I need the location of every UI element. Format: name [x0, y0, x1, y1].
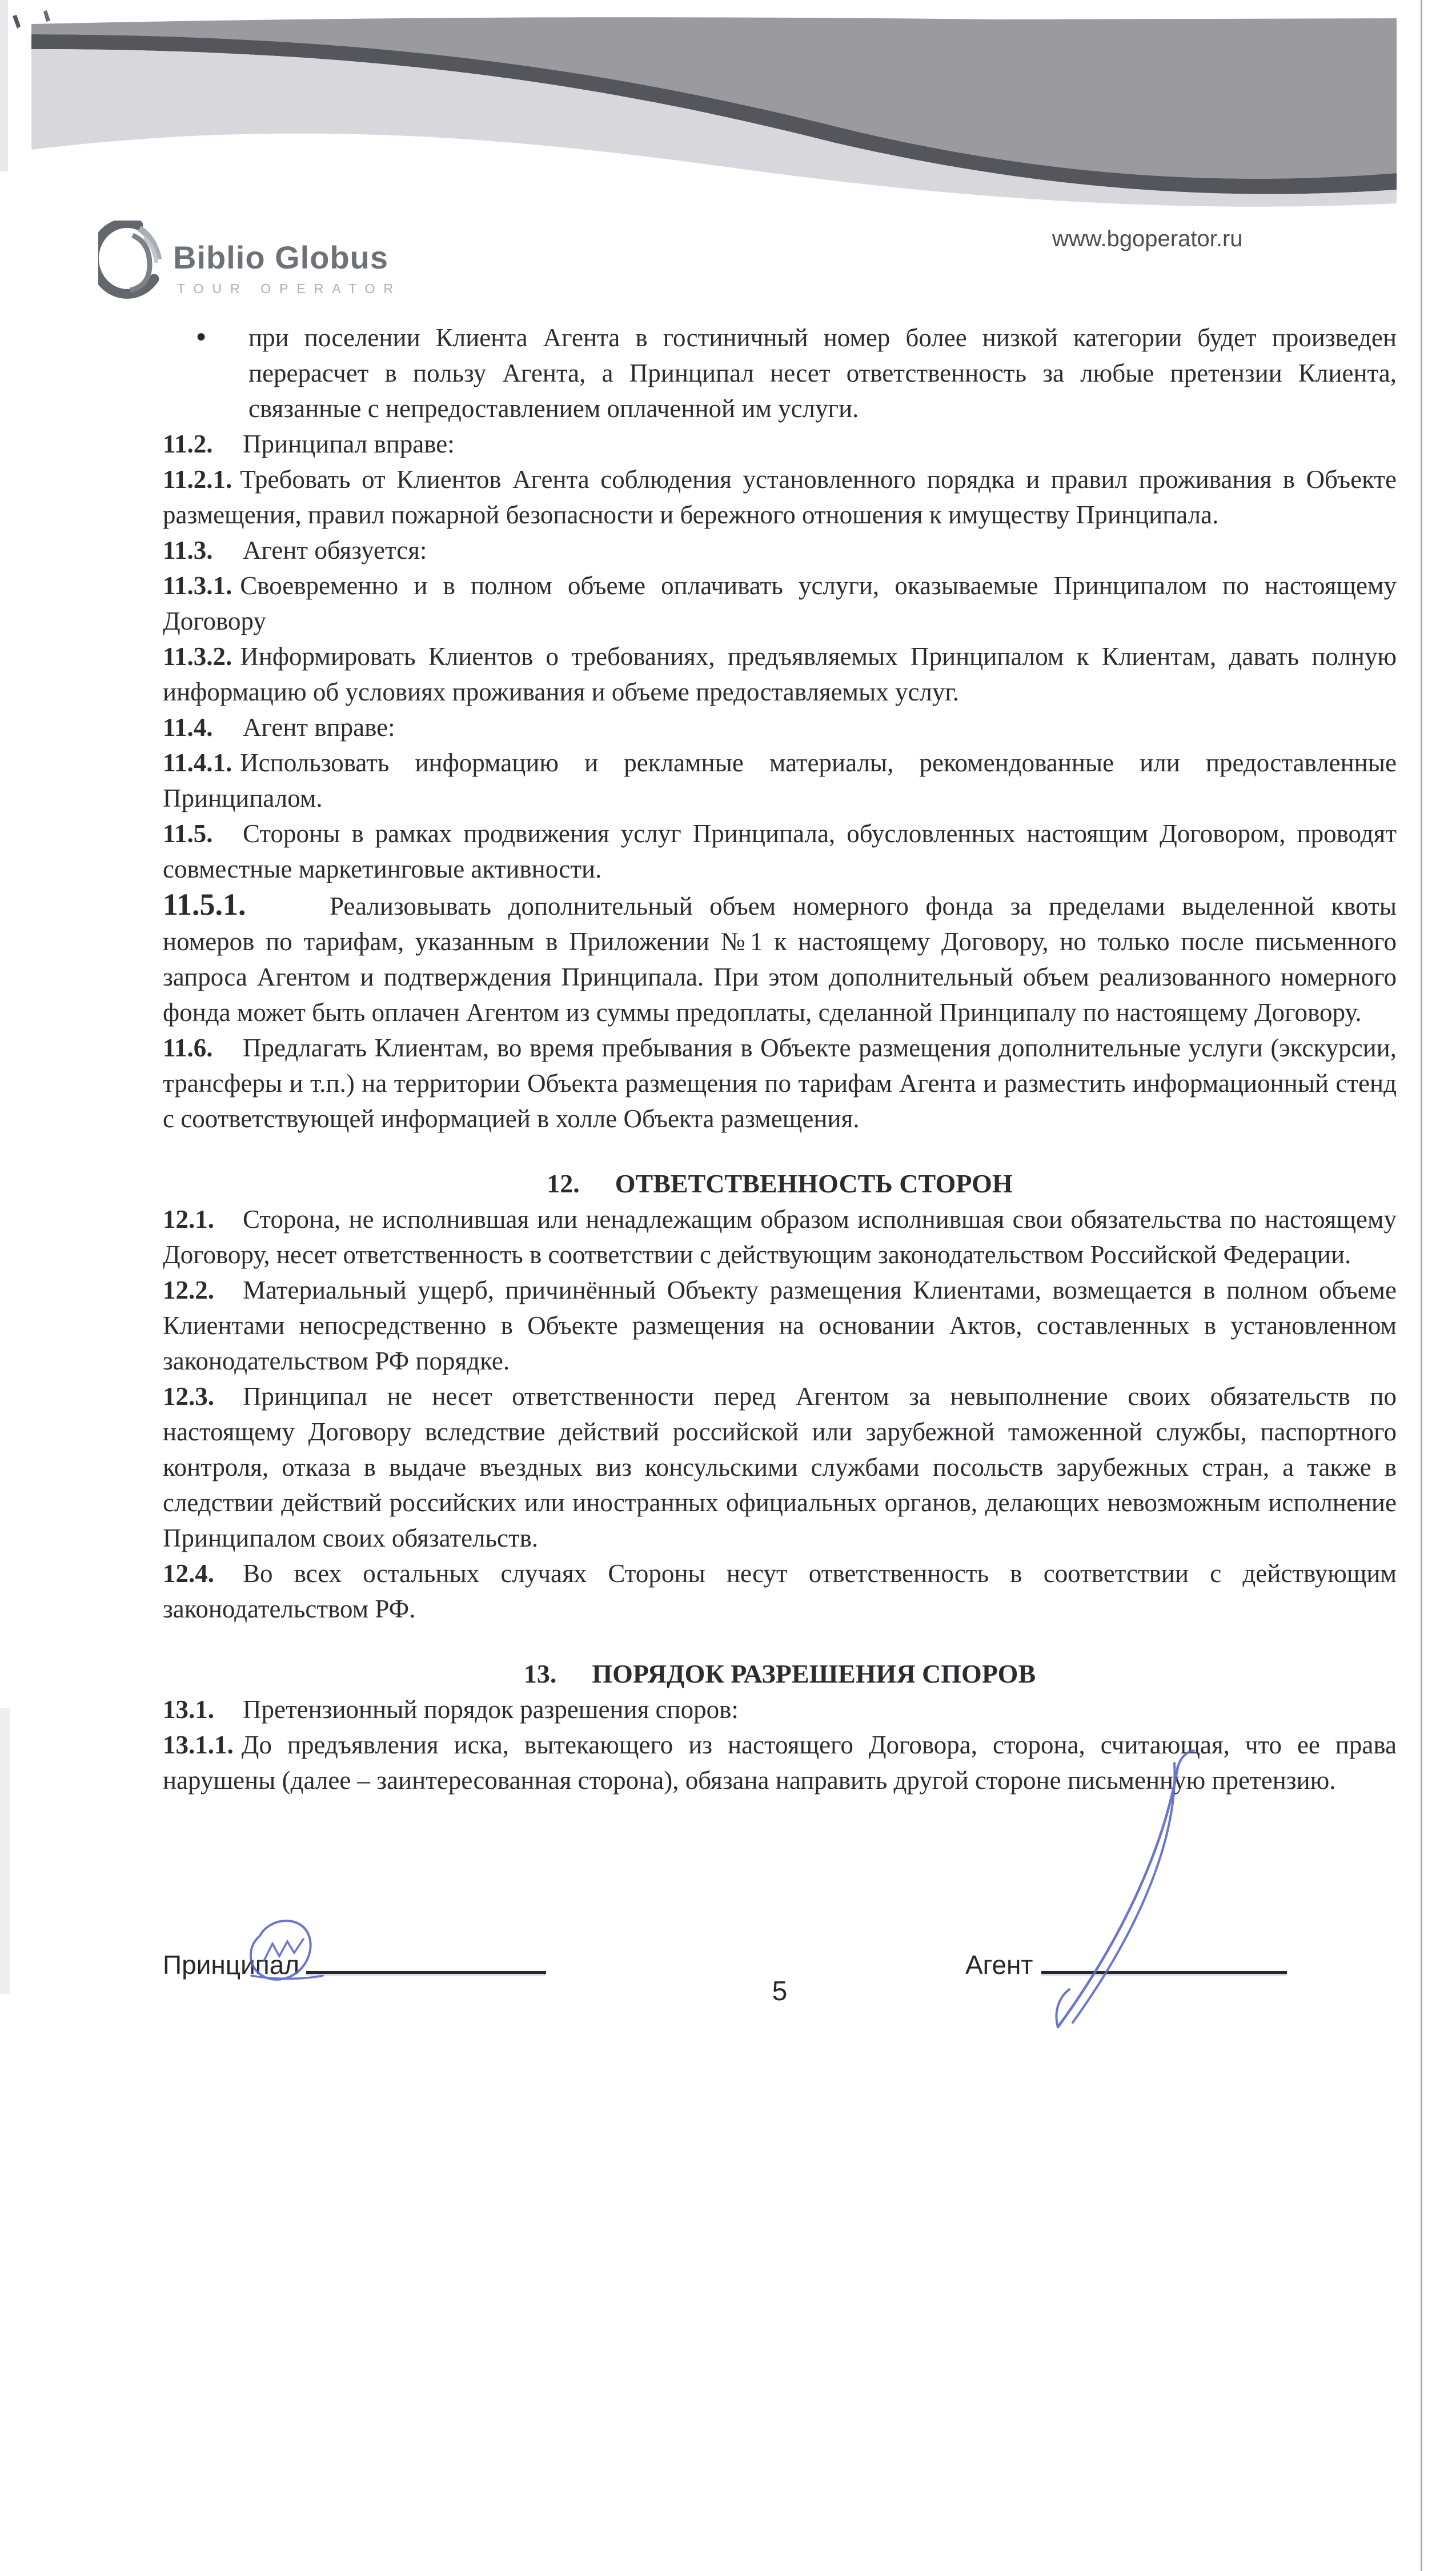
clause-11-3-1: 11.3.1. Своевременно и в полном объеме оплачивать услуги, оказываемые Принципалом по настоящему Договору	[163, 571, 1397, 635]
logo-tagline: TOUR OPERATOR	[177, 281, 402, 296]
clause-11-3: 11.3. Агент обязуется:	[163, 536, 427, 564]
clause-11-2-1: 11.2.1. Требовать от Клиентов Агента соблюдения установленного порядка и правил проживания в Объекте размещения, правил пожарной безопасности и бережного отношения к имуществу Принципала.	[163, 465, 1397, 529]
principal-signature-line	[306, 1941, 546, 1974]
website-url: www.bgoperator.ru	[1052, 226, 1243, 251]
section-heading-12: 12. ОТВЕТСТВЕННОСТЬ СТОРОН	[547, 1169, 1013, 1198]
bullet-text: при поселении Клиента Агента в гостиничный номер более низкой категории будет произведен перерасчет в пользу Агента, а Принципал несет ответственность за любые претензии Клиента, связанные с непредоставлением оплаченной им услуги.	[248, 323, 1397, 423]
agent-signature-block	[965, 1941, 1287, 1980]
clause-11-6: 11.6. Предлагать Клиентам, во время пребывания в Объекте размещения дополнительные услуги (экскурсии, трансферы и т.п.) на территории Объекта размещения по тарифам Агента и разместить информационный стенд с соответствующей информацией в холле Объекта размещения.	[163, 1034, 1397, 1133]
clause-11-4-1: 11.4.1. Использовать информацию и рекламные материалы, рекомендованные или предоставленные Принципалом.	[163, 748, 1397, 812]
page-number: 5	[772, 1976, 788, 2007]
clause-13-1: 13.1. Претензионный порядок разрешения споров:	[163, 1695, 739, 1724]
bullet-paragraph	[163, 320, 1397, 426]
clause-11-4: 11.4. Агент вправе:	[163, 713, 395, 742]
scan-edge-shadow-bottom	[0, 1708, 10, 1994]
scan-edge-shadow-top	[0, 0, 8, 171]
clause-11-2: 11.2. Принципал вправе:	[163, 430, 455, 458]
clause-12-2: 12.2. Материальный ущерб, причинённый Объекту размещения Клиентами, возмещается в полном объеме Клиентами непосредственно в Объекте размещения на основании Актов, составленных в установленном законодательством РФ порядке.	[163, 1276, 1397, 1375]
clause-13-1-1: 13.1.1. До предъявления иска, вытекающего из настоящего Договора, сторона, считающая, что ее права нарушены (далее – заинтересованная сторона), обязана направить другой стороне письменную претензию.	[163, 1731, 1397, 1795]
agent-signature-line	[1041, 1941, 1287, 1974]
agent-label: Агент	[965, 1950, 1033, 1980]
principal-label: Принципал	[163, 1950, 300, 1980]
clause-12-4: 12.4. Во всех остальных случаях Стороны несут ответственность в соответствии с действующим законодательством РФ.	[163, 1559, 1397, 1623]
clause-12-3: 12.3. Принципал не несет ответственности перед Агентом за невыполнение своих обязательств по настоящему Договору вследствие действий российской или зарубежной таможенной службы, паспортного контроля, отказа в выдаче въездных виз консульскими службами посольств зарубежных стран, а также в следствии действий российских или иностранных официальных органов, делающих невозможным исполнение Принципалом своих обязательств.	[163, 1382, 1397, 1552]
biblio-globus-logo-icon	[98, 221, 173, 301]
bullet-icon: ●	[196, 327, 207, 346]
clause-11-3-2: 11.3.2. Информировать Клиентов о требованиях, предъявляемых Принципалом к Клиентам, давать полную информацию об условиях проживания и объеме предоставляемых услуг.	[163, 642, 1397, 706]
scan-edge-line-right	[1421, 0, 1422, 2571]
principal-signature-block	[163, 1941, 546, 1980]
contract-body	[163, 320, 1397, 1798]
logo-title: Biblio Globus	[173, 239, 388, 275]
section-heading-13: 13. ПОРЯДОК РАЗРЕШЕНИЯ СПОРОВ	[523, 1659, 1036, 1688]
header-wave-decoration	[0, 0, 1456, 229]
clause-11-5: 11.5. Стороны в рамках продвижения услуг Принципала, обусловленных настоящим Договором, проводят совместные маркетинговые активности.	[163, 819, 1397, 883]
clause-11-5-1: 11.5.1. Реализовывать дополнительный объем номерного фонда за пределами выделенной квоты номеров по тарифам, указанным в Приложении №1 к настоящему Договору, но только после письменного запроса Агентом и подтверждения Принципала. При этом дополнительный объем реализованного номерного фонда может быть оплачен Агентом из суммы предоплаты, сделанной Принципалу по настоящему Договору.	[163, 887, 1397, 1027]
clause-12-1: 12.1. Сторона, не исполнившая или ненадлежащим образом исполнившая свои обязательства по настоящему Договору, несет ответственность в соответствии с действующим законодательством Российской Федерации.	[163, 1205, 1397, 1269]
